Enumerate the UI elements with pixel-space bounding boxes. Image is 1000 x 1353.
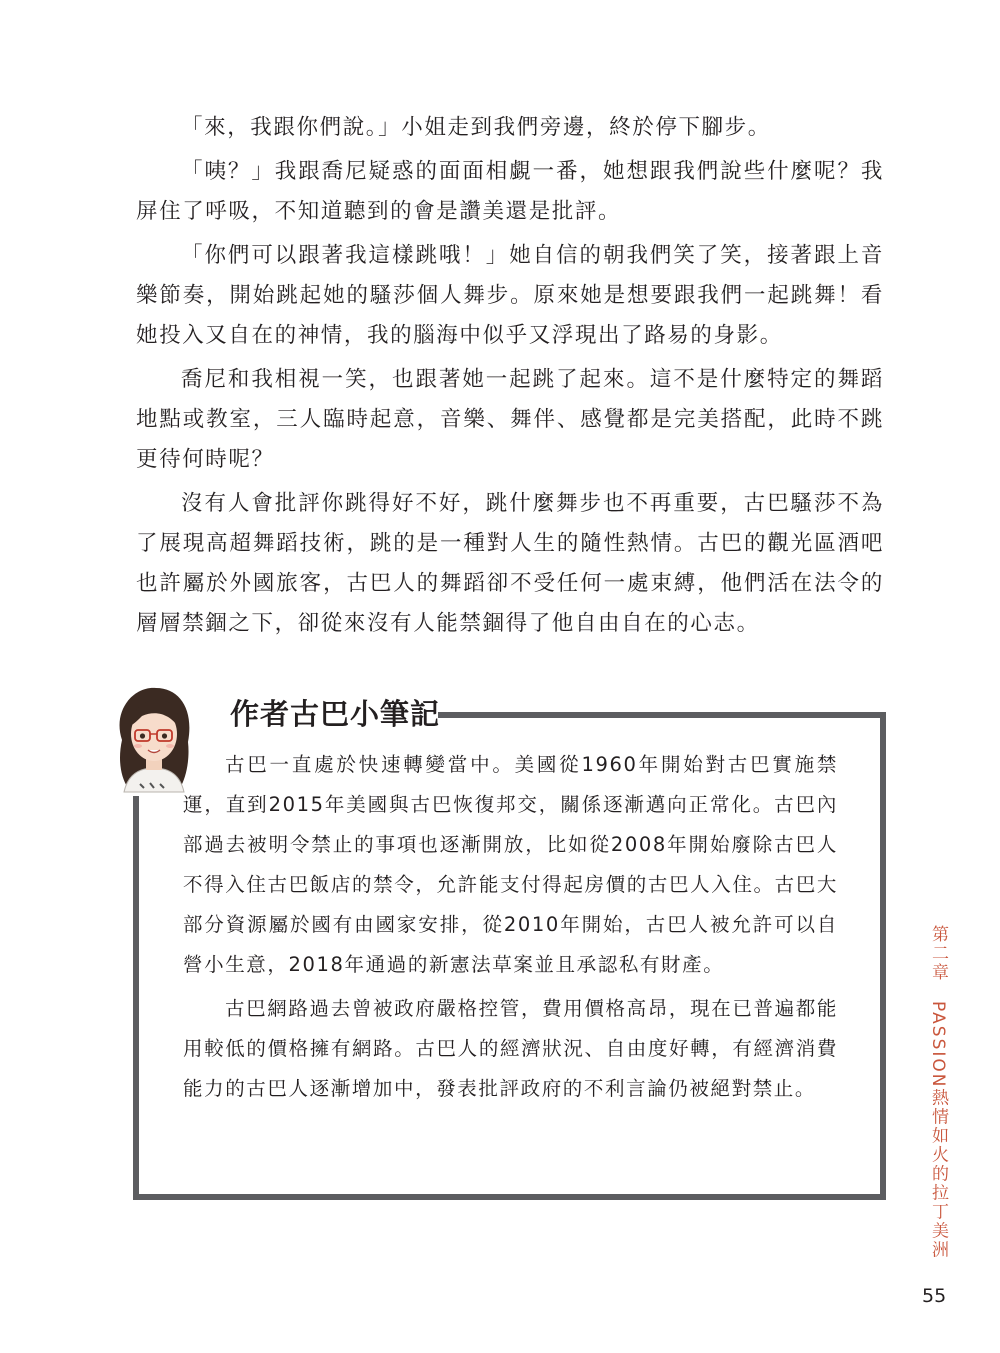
paragraph: 「來，我跟你們說。」小姐走到我們旁邊，終於停下腳步。 [181, 115, 771, 140]
paragraph: 「你們可以跟著我這樣跳哦！」她自信的朝我們笑了笑，接著跟上音樂節奏，開始跳起她的騷莎個人舞步。原來她是想要跟我們一起跳舞！看她投入又自在的神情，我的腦海中似乎又浮現出了路易的身影。 [136, 243, 884, 348]
paragraph: 沒有人會批評你跳得好不好，跳什麼舞步也不再重要，古巴騷莎不為了展現高超舞蹈技術，跳的是一種對人生的隨性熱情。古巴的觀光區酒吧也許屬於外國旅客，古巴人的舞蹈卻不受任何一處束縛，他們活在法令的層層禁錮之下，卻從來沒有人能禁錮得了他自由自在的心志。 [136, 491, 884, 636]
note-paragraph: 古巴一直處於快速轉變當中。美國從1960年開始對古巴實施禁運，直到2015年美國與古巴恢復邦交，關係逐漸邁向正常化。古巴內部過去被明令禁止的事項也逐漸開放，比如從2008年開始廢除古巴人不得入住古巴飯店的禁令，允許能支付得起房價的古巴人入住。古巴大部分資源屬於國有由國家安排，從2010年開始，古巴人被允許可以自營小生意，2018年通過的新憲法草案並且承認私有財產。 [183, 753, 838, 976]
note-title: 作者古巴小筆記 [230, 697, 441, 731]
author-note-text [183, 745, 838, 1109]
paragraph: 「咦？」我跟喬尼疑惑的面面相覷一番，她想跟我們說些什麼呢？我屏住了呼吸，不知道聽到的會是讚美還是批評。 [136, 159, 884, 224]
note-paragraph: 古巴網路過去曾被政府嚴格控管，費用價格高昂，現在已普遍都能用較低的價格擁有網路。古巴人的經濟狀況、自由度好轉，有經濟消費能力的古巴人逐漸增加中，發表批評政府的不利言論仍被絕對禁止。 [183, 997, 838, 1100]
chapter-side-label: 第二章 PASSION熱情如火的拉丁美洲 [928, 925, 948, 1260]
page-number: 55 [922, 1285, 947, 1307]
paragraph: 喬尼和我相視一笑，也跟著她一起跳了起來。這不是什麼特定的舞蹈地點或教室，三人臨時起意，音樂、舞伴、感覺都是完美搭配，此時不跳更待何時呢？ [136, 367, 884, 472]
main-article-text [136, 108, 884, 644]
